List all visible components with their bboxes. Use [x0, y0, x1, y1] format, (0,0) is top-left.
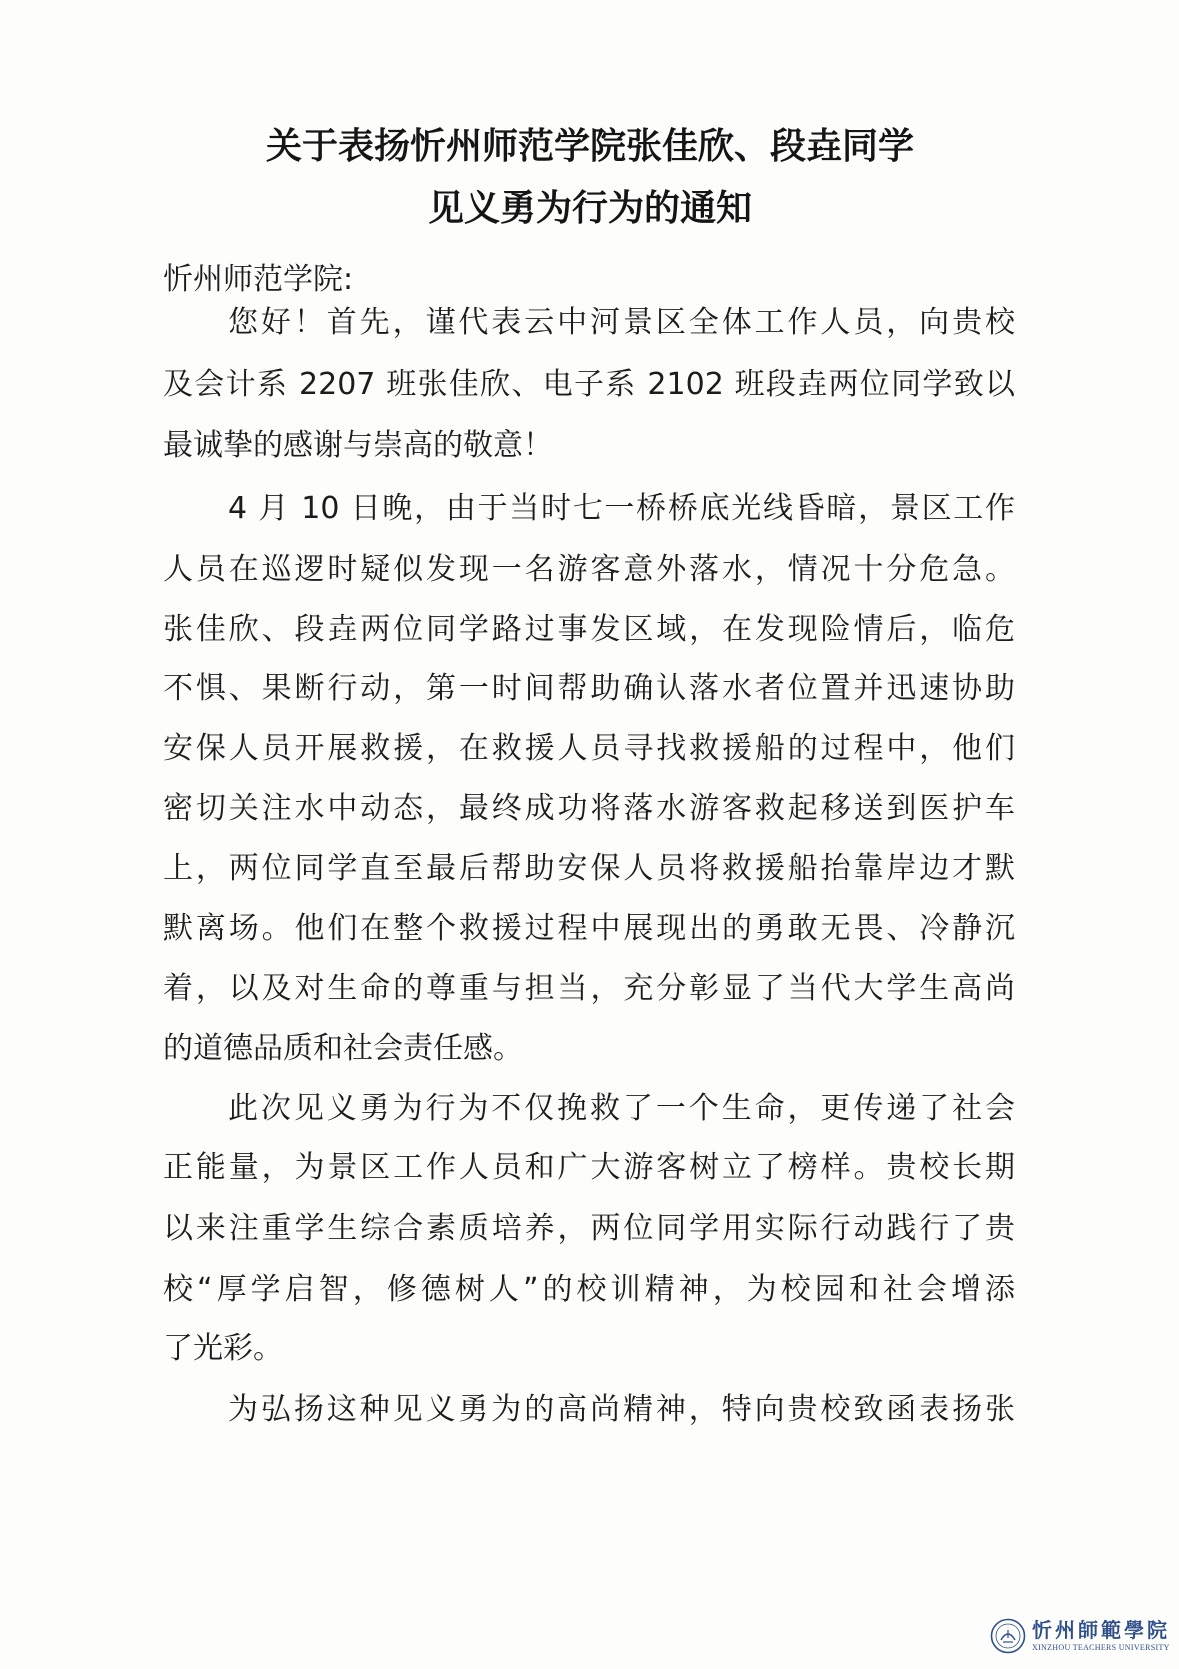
- body-line: 为弘扬这种见义勇为的高尚精神，特向贵校致函表扬张: [228, 1392, 1015, 1427]
- body-line: 的道德品质和社会责任感。: [163, 1031, 523, 1066]
- body-line: 张佳欣、段垚两位同学路过事发区域，在发现险情后，临危: [163, 612, 1015, 647]
- document-title-line-2: 见义勇为行为的通知: [427, 187, 752, 229]
- body-line: 上，两位同学直至最后帮助安保人员将救援船抬靠岸边才默: [163, 851, 1015, 886]
- body-line: 您好！首先，谨代表云中河景区全体工作人员，向贵校: [228, 305, 1015, 340]
- body-line: 4 月 10 日晚，由于当时七一桥桥底光线昏暗，景区工作: [228, 491, 1015, 526]
- salutation: 忻州师范学院:: [163, 262, 354, 297]
- body-line: 及会计系 2207 班张佳欣、电子系 2102 班段垚两位同学致以: [163, 367, 1015, 402]
- body-line: 默离场。他们在整个救援过程中展现出的勇敢无畏、冷静沉: [163, 911, 1015, 946]
- body-line: 了光彩。: [163, 1331, 283, 1366]
- body-line: 此次见义勇为行为不仅挽救了一个生命，更传递了社会: [228, 1091, 1015, 1126]
- university-seal-icon: [990, 1618, 1026, 1654]
- document-title-line-1: 关于表扬忻州师范学院张佳欣、段垚同学: [265, 125, 914, 167]
- body-line: 不惧、果断行动，第一时间帮助确认落水者位置并迅速协助: [163, 671, 1015, 706]
- body-line: 人员在巡逻时疑似发现一名游客意外落水，情况十分危急。: [163, 552, 1015, 587]
- body-line: 正能量，为景区工作人员和广大游客树立了榜样。贵校长期: [163, 1150, 1015, 1185]
- body-line: 以来注重学生综合素质培养，两位同学用实际行动践行了贵: [163, 1211, 1015, 1246]
- university-name-cn: 忻州師範學院: [1032, 1618, 1170, 1642]
- body-line: 安保人员开展救援，在救援人员寻找救援船的过程中，他们: [163, 731, 1015, 766]
- body-line: 校“厚学启智，修德树人”的校训精神，为校园和社会增添: [163, 1272, 1015, 1307]
- body-line: 最诚挚的感谢与崇高的敬意！: [163, 428, 553, 463]
- body-line: 着，以及对生命的尊重与担当，充分彰显了当代大学生高尚: [163, 971, 1015, 1006]
- university-logo: [990, 1618, 1170, 1660]
- body-line: 密切关注水中动态，最终成功将落水游客救起移送到医护车: [163, 791, 1015, 826]
- university-name-en: XINZHOU TEACHERS UNIVERSITY: [1032, 1643, 1170, 1652]
